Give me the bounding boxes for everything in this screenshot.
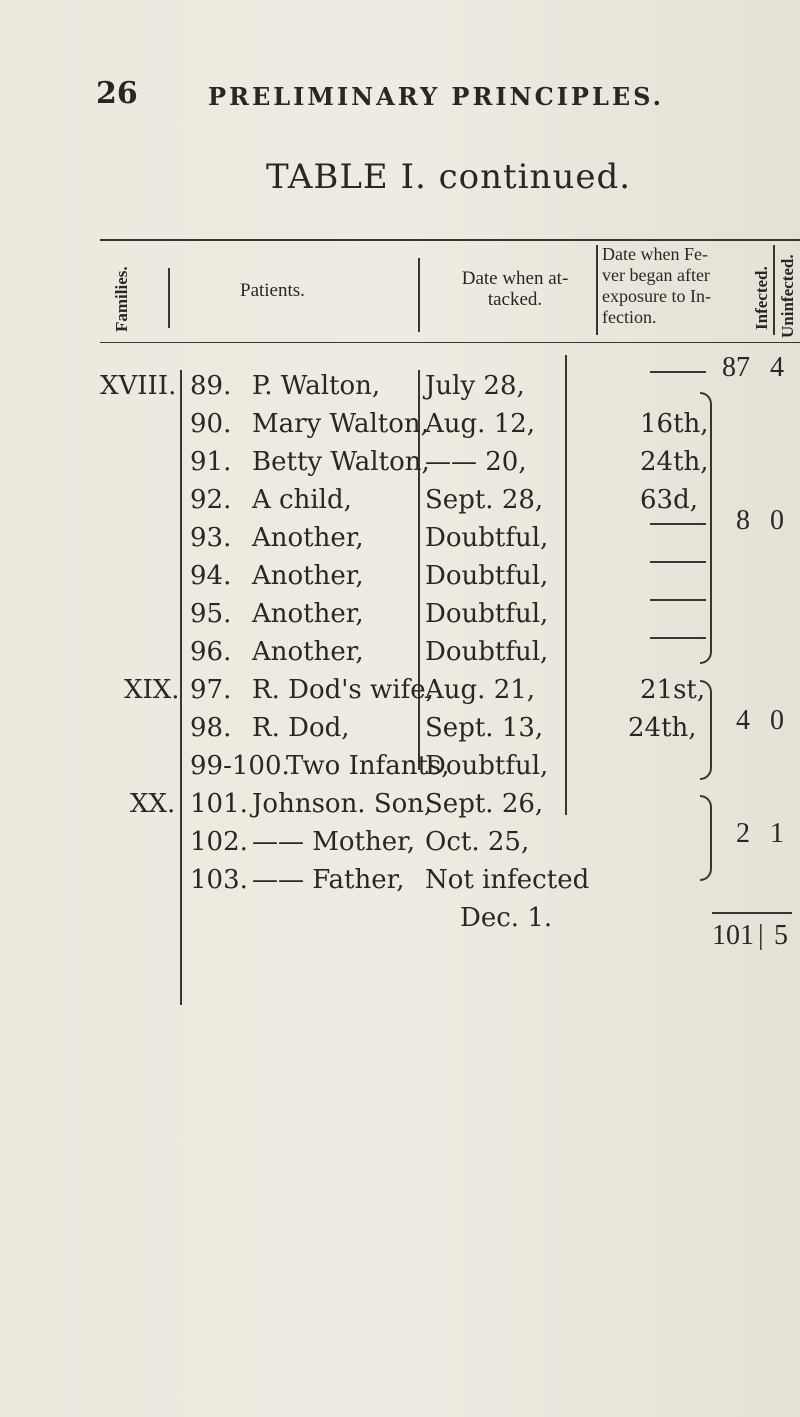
table-row	[0, 789, 800, 827]
continuation-note: Dec. 1.	[460, 903, 553, 933]
patient-number: 95.	[190, 599, 232, 629]
header-divider-4	[773, 245, 775, 335]
table-row	[0, 561, 800, 599]
group-brace	[700, 795, 712, 881]
empty-dash	[650, 561, 706, 563]
group-infected: 8	[736, 505, 750, 536]
header-families: Families.	[112, 266, 131, 332]
fever-date: 24th,	[628, 713, 697, 743]
patient-name: Another,	[252, 561, 364, 591]
header-infected: Infected.	[752, 266, 771, 330]
table-row	[0, 599, 800, 637]
group-infected: 4	[736, 705, 750, 736]
patient-number: 89.	[190, 371, 232, 401]
patient-number: 90.	[190, 409, 232, 439]
fever-date: 16th,	[640, 409, 709, 439]
total-uninfected: 5	[774, 920, 788, 951]
total-separator: |	[758, 920, 764, 951]
patient-number: 99-100.	[190, 751, 290, 781]
family-label: XIX.	[124, 675, 180, 705]
date-attacked: Aug. 21,	[425, 675, 536, 705]
table-row	[0, 637, 800, 675]
empty-dash	[650, 599, 706, 601]
fever-date: 21st,	[640, 675, 706, 705]
group-uninfected: 0	[770, 505, 784, 536]
table-row	[0, 485, 800, 523]
empty-dash	[650, 523, 706, 525]
totals-rule	[712, 912, 792, 914]
table-row	[0, 523, 800, 561]
group-brace	[700, 680, 712, 780]
header-patients: Patients.	[240, 280, 305, 301]
table-title: TABLE I. continued.	[266, 157, 632, 197]
patient-name: Betty Walton,	[252, 447, 430, 477]
group-uninfected: 0	[770, 705, 784, 736]
date-attacked: Aug. 12,	[425, 409, 536, 439]
date-attacked: Doubtful,	[425, 637, 549, 667]
header-date-attacked: Date when at- tacked.	[461, 268, 569, 310]
family-label: XX.	[130, 789, 176, 819]
table-row	[0, 865, 800, 903]
patient-number: 97.	[190, 675, 232, 705]
patient-name: R. Dod's wife,	[252, 675, 434, 705]
header-divider-2	[418, 258, 420, 332]
date-attacked: July 28,	[425, 371, 525, 401]
patient-number: 93.	[190, 523, 232, 553]
date-attacked: Oct. 25,	[425, 827, 530, 857]
running-head: PRELIMINARY PRINCIPLES.	[208, 82, 664, 111]
header-divider-1	[168, 268, 170, 328]
date-attacked: Not infected	[425, 865, 590, 895]
patient-name: Another,	[252, 523, 364, 553]
table-row	[0, 903, 800, 941]
patient-name: Another,	[252, 637, 364, 667]
patient-number: 102.	[190, 827, 248, 857]
patient-name: Johnson. Son,	[252, 789, 433, 819]
header-divider-3	[596, 245, 598, 335]
group-brace	[700, 392, 712, 664]
date-attacked: Doubtful,	[425, 561, 549, 591]
patient-number: 103.	[190, 865, 248, 895]
page-number: 26	[96, 76, 138, 111]
date-attacked: Doubtful,	[425, 751, 549, 781]
group-uninfected: 1	[770, 818, 784, 849]
header-uninfected: Uninfected.	[778, 254, 797, 338]
empty-dash	[650, 371, 706, 373]
patient-name: Mary Walton,	[252, 409, 429, 439]
table-row	[0, 371, 800, 409]
patient-number: 96.	[190, 637, 232, 667]
patient-name: Two Infants,	[286, 751, 450, 781]
table-row	[0, 713, 800, 751]
patient-name: —— Father,	[252, 865, 405, 895]
empty-dash	[650, 637, 706, 639]
patient-number: 94.	[190, 561, 232, 591]
carried-infected: 87	[722, 352, 750, 383]
table-top-rule	[100, 239, 800, 241]
patient-number: 91.	[190, 447, 232, 477]
date-attacked: Sept. 28,	[425, 485, 544, 515]
carried-uninfected: 4	[770, 352, 784, 383]
patient-name: A child,	[252, 485, 352, 515]
patient-name: Another,	[252, 599, 364, 629]
group-infected: 2	[736, 818, 750, 849]
patient-name: R. Dod,	[252, 713, 350, 743]
patient-name: —— Mother,	[252, 827, 415, 857]
date-attacked: Doubtful,	[425, 599, 549, 629]
table-row	[0, 751, 800, 789]
date-attacked: Sept. 13,	[425, 713, 544, 743]
date-attacked: Sept. 26,	[425, 789, 544, 819]
date-attacked: —— 20,	[425, 447, 527, 477]
patient-number: 92.	[190, 485, 232, 515]
header-exposure: Date when Fe- ver began after exposure to In- fection.	[602, 244, 711, 327]
total-infected: 101	[712, 920, 754, 951]
patient-number: 101.	[190, 789, 248, 819]
family-label: XVIII.	[100, 371, 177, 401]
table-row	[0, 447, 800, 485]
fever-date: 24th,	[640, 447, 709, 477]
table-row	[0, 409, 800, 447]
patient-number: 98.	[190, 713, 232, 743]
date-attacked: Doubtful,	[425, 523, 549, 553]
table-row	[0, 675, 800, 713]
header-bottom-rule	[100, 342, 800, 343]
table-row	[0, 827, 800, 865]
fever-date: 63d,	[640, 485, 698, 515]
patient-name: P. Walton,	[252, 371, 381, 401]
